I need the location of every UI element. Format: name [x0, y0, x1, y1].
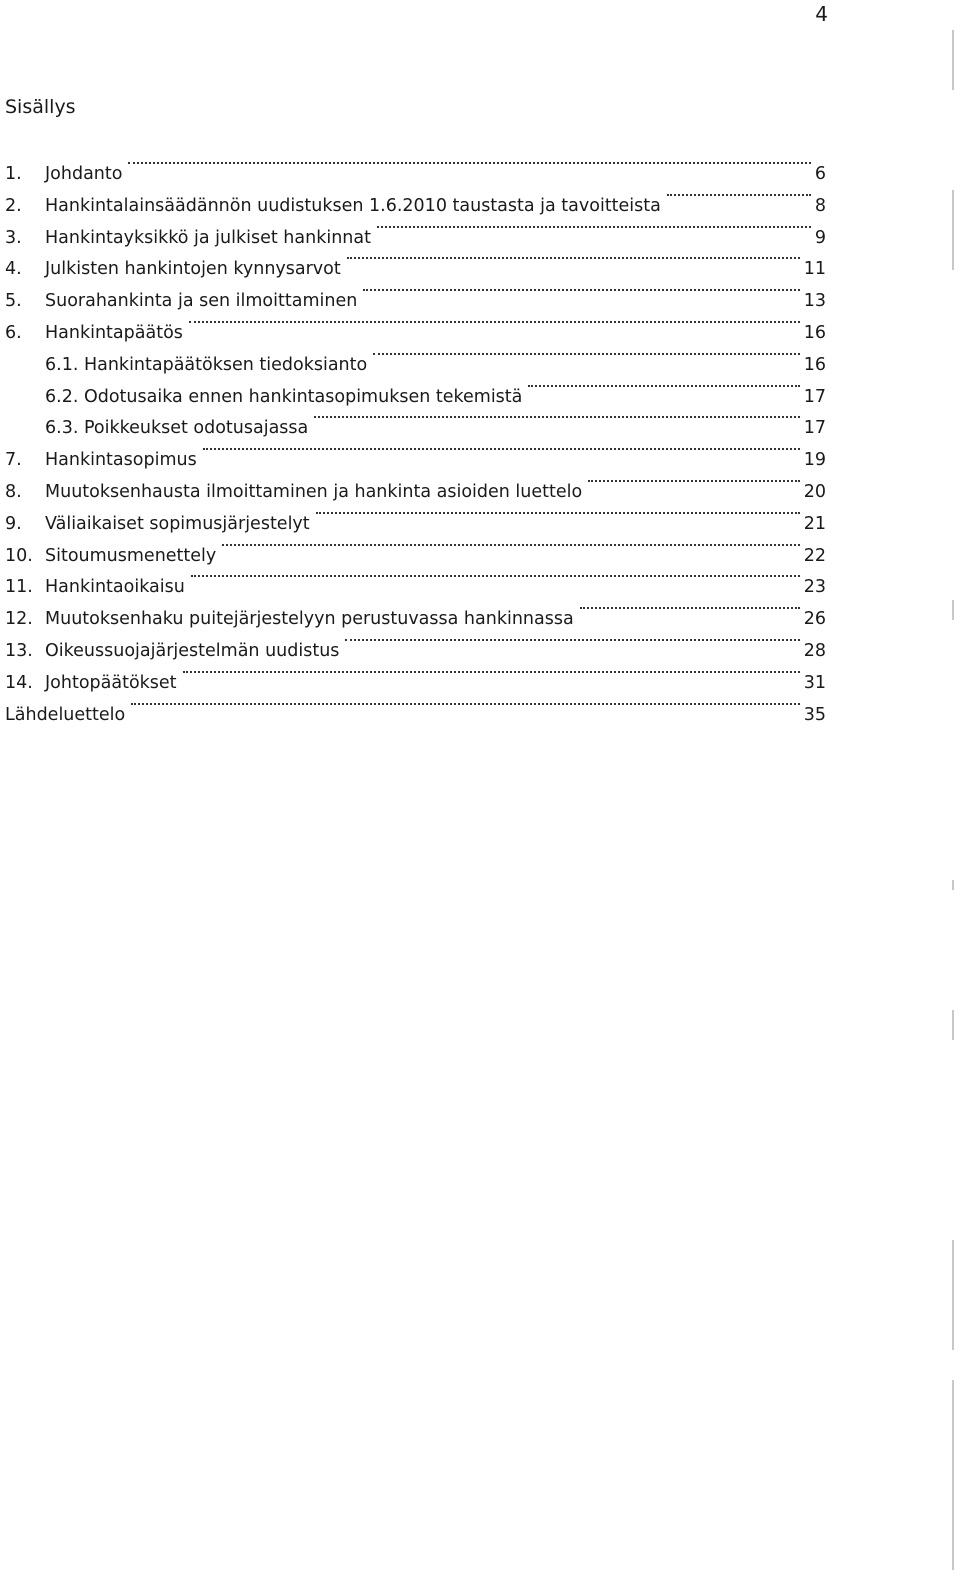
- toc-entry[interactable]: [0, 575, 960, 607]
- toc-entry-title: 6.3. Poikkeukset odotusajassa: [45, 418, 309, 439]
- toc-entry-page-number: 16: [803, 322, 826, 343]
- toc-entry-page-number: 20: [803, 481, 826, 502]
- toc-entry[interactable]: [0, 448, 960, 480]
- toc-entry[interactable]: [0, 639, 960, 671]
- toc-dot-leader: [667, 194, 811, 196]
- scan-artifact: [952, 880, 954, 890]
- toc-entry-title: 6.2. Odotusaika ennen hankintasopimuksen tekemistä: [45, 386, 523, 407]
- scan-artifact: [952, 190, 954, 270]
- toc-entry-page-number: 21: [803, 513, 826, 534]
- toc-entry-page-number: 9: [814, 227, 826, 248]
- toc-entry[interactable]: [0, 226, 960, 258]
- toc-entry-title: Hankintalainsäädännön uudistuksen 1.6.2010 taustasta ja tavoitteista: [45, 195, 661, 216]
- toc-dot-leader: [131, 703, 800, 705]
- scan-artifact: [952, 30, 954, 90]
- toc-entry[interactable]: [0, 671, 960, 703]
- toc-entry[interactable]: [0, 416, 960, 448]
- toc-entry-number: 14.: [5, 672, 33, 693]
- toc-entry-title: Julkisten hankintojen kynnysarvot: [45, 259, 341, 280]
- toc-dot-leader: [588, 480, 800, 482]
- scan-artifact: [952, 1380, 954, 1570]
- toc-entry-title: Suorahankinta ja sen ilmoittaminen: [45, 291, 358, 312]
- toc-entry-page-number: 28: [803, 640, 826, 661]
- toc-entry[interactable]: [0, 321, 960, 353]
- toc-entry-page-number: 17: [803, 386, 826, 407]
- toc-entry-title: Väliaikaiset sopimusjärjestelyt: [45, 513, 310, 534]
- toc-entry[interactable]: [0, 512, 960, 544]
- toc-entry-number: 4.: [5, 259, 22, 280]
- toc-dot-leader: [222, 544, 799, 546]
- toc-entry-title: Johtopäätökset: [45, 672, 177, 693]
- toc-entry-page-number: 35: [803, 704, 826, 725]
- toc-entry[interactable]: [0, 194, 960, 226]
- toc-entry-number: 10.: [5, 545, 33, 566]
- toc-dot-leader: [316, 512, 800, 514]
- toc-entry-title: Muutoksenhausta ilmoittaminen ja hankinta asioiden luettelo: [45, 481, 583, 502]
- toc-entry-number: 7.: [5, 450, 22, 471]
- page-number: 4: [815, 2, 828, 26]
- table-of-contents: [0, 162, 960, 734]
- toc-entry-title: 6.1. Hankintapäätöksen tiedoksianto: [45, 354, 368, 375]
- toc-entry-number: 8.: [5, 481, 22, 502]
- toc-entry-page-number: 26: [803, 609, 826, 630]
- toc-entry[interactable]: [0, 257, 960, 289]
- toc-dot-leader: [363, 289, 799, 291]
- scan-artifact: [952, 600, 954, 620]
- toc-entry-page-number: 6: [814, 164, 826, 184]
- toc-dot-leader: [377, 226, 811, 228]
- toc-entry-title: Hankintayksikkö ja julkiset hankinnat: [45, 227, 371, 248]
- toc-dot-leader: [528, 385, 799, 387]
- toc-entry[interactable]: [0, 162, 960, 194]
- toc-entry-number: 5.: [5, 291, 22, 312]
- toc-dot-leader: [373, 353, 800, 355]
- toc-entry-title: Lähdeluettelo: [5, 704, 126, 725]
- toc-entry-number: 2.: [5, 195, 22, 216]
- toc-entry-number: 13.: [5, 640, 33, 661]
- toc-entry-page-number: 23: [803, 577, 826, 598]
- scan-artifact: [952, 1240, 954, 1350]
- toc-entry[interactable]: [0, 703, 960, 735]
- toc-dot-leader: [203, 448, 800, 450]
- toc-dot-leader: [580, 607, 800, 609]
- toc-dot-leader: [347, 257, 800, 259]
- toc-entry-page-number: 16: [803, 354, 826, 375]
- toc-entry-title: Johdanto: [45, 164, 123, 184]
- toc-dot-leader: [191, 575, 800, 577]
- toc-entry-page-number: 22: [803, 545, 826, 566]
- toc-entry-title: Oikeussuojajärjestelmän uudistus: [45, 640, 340, 661]
- toc-entry-page-number: 17: [803, 418, 826, 439]
- toc-entry-page-number: 11: [803, 259, 826, 280]
- toc-entry-page-number: 13: [803, 291, 826, 312]
- toc-heading: Sisällys: [5, 96, 76, 118]
- toc-entry-number: 6.: [5, 322, 22, 343]
- toc-entry[interactable]: [0, 544, 960, 576]
- toc-dot-leader: [314, 416, 799, 418]
- toc-entry-number: 1.: [5, 164, 22, 184]
- toc-entry-page-number: 8: [814, 195, 826, 216]
- toc-entry-page-number: 31: [803, 672, 826, 693]
- scan-margin-marks: [950, 0, 956, 1590]
- toc-entry-title: Hankintapäätös: [45, 322, 183, 343]
- toc-entry[interactable]: [0, 385, 960, 417]
- toc-entry-number: 9.: [5, 513, 22, 534]
- toc-entry[interactable]: [0, 607, 960, 639]
- toc-entry-number: 11.: [5, 577, 33, 598]
- scan-artifact: [952, 1010, 954, 1040]
- toc-entry[interactable]: [0, 353, 960, 385]
- toc-entry-number: 12.: [5, 609, 33, 630]
- toc-entry-number: 3.: [5, 227, 22, 248]
- toc-entry[interactable]: [0, 289, 960, 321]
- toc-dot-leader: [189, 321, 800, 323]
- toc-dot-leader: [183, 671, 800, 673]
- toc-entry-title: Sitoumusmenettely: [45, 545, 217, 566]
- toc-entry-title: Hankintasopimus: [45, 450, 197, 471]
- toc-entry-page-number: 19: [803, 450, 826, 471]
- toc-entry-title: Hankintaoikaisu: [45, 577, 185, 598]
- toc-dot-leader: [345, 639, 799, 641]
- toc-dot-leader: [128, 162, 810, 164]
- toc-entry[interactable]: [0, 480, 960, 512]
- toc-entry-title: Muutoksenhaku puitejärjestelyyn perustuvassa hankinnassa: [45, 609, 574, 630]
